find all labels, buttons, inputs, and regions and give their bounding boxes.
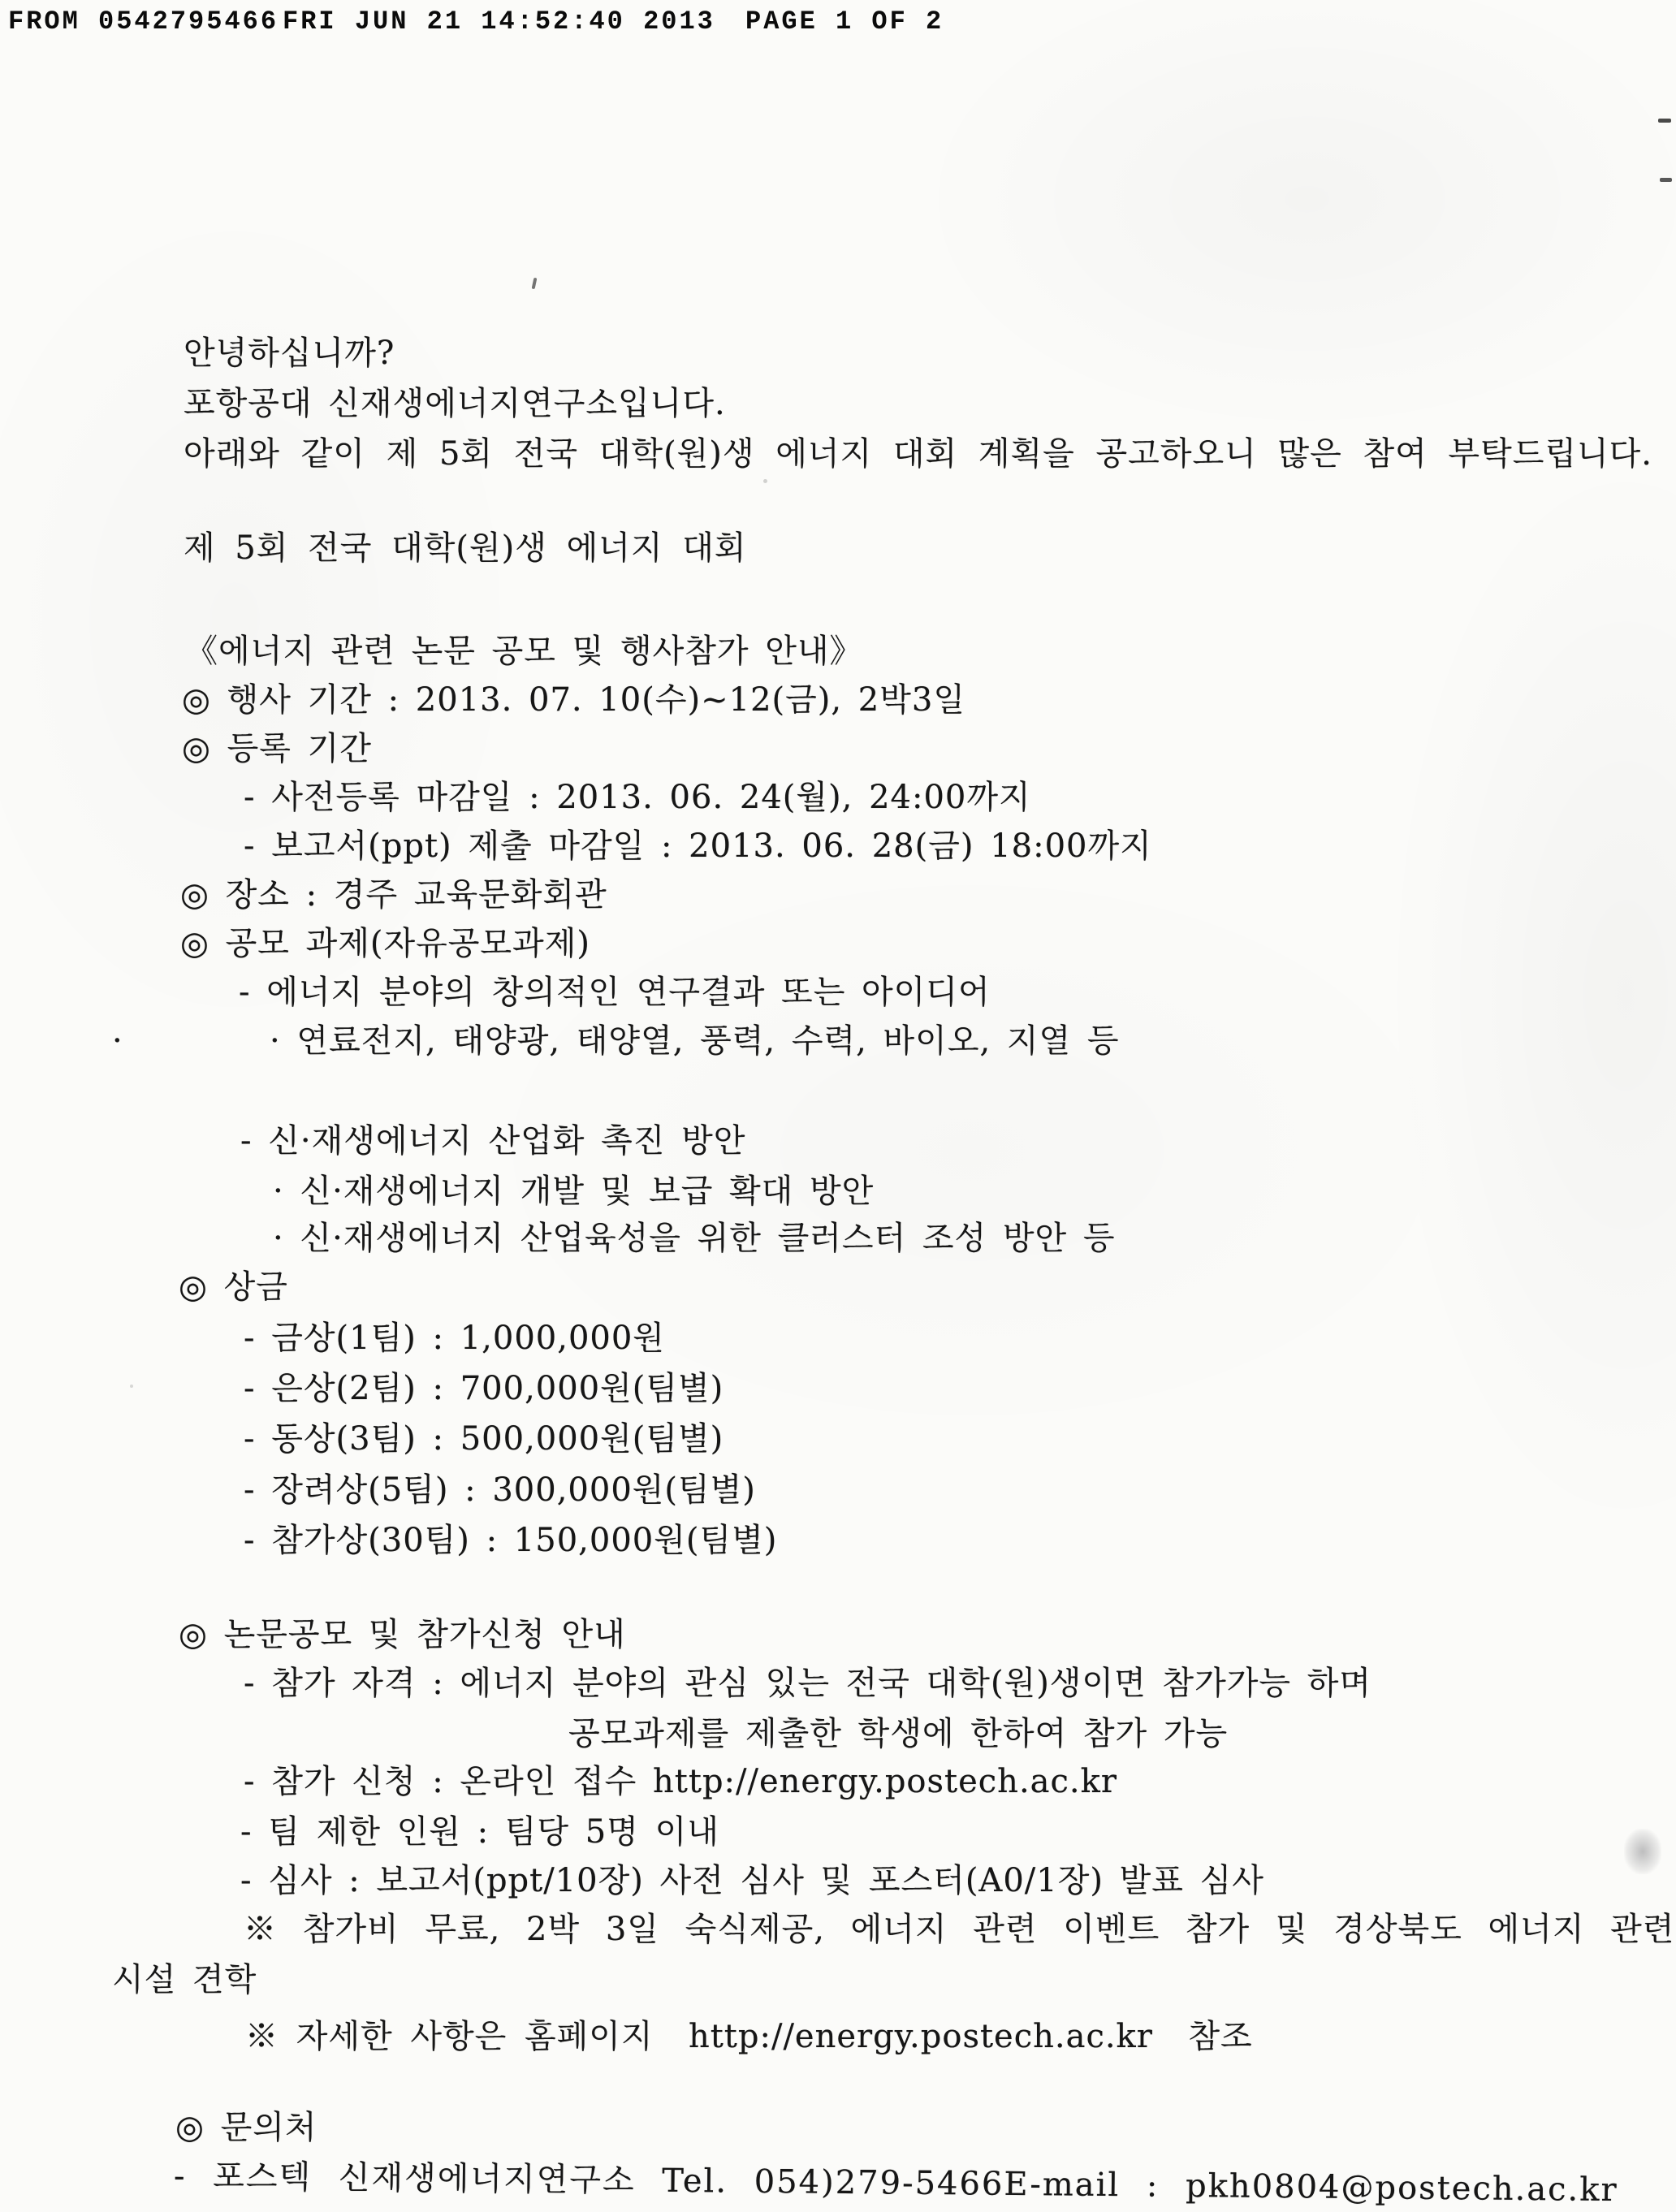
item-topic-development-supply: · 신·재생에너지 개발 및 보급 확대 방안: [273, 1173, 875, 1210]
item-prize-gold: - 금상(1팀) : 1,000,000원: [244, 1320, 665, 1357]
fax-from-number: FROM 0542795466: [8, 6, 279, 37]
item-eligibility: - 참가 자격 : 에너지 분야의 관심 있는 전국 대학(원)생이면 참가가능 하며: [244, 1665, 1371, 1702]
line-application-guide: ◎ 논문공모 및 참가신청 안내: [179, 1616, 626, 1653]
note-homepage-reference: ※ 자세한 사항은 홈페이지 http://energy.postech.ac.kr 참조: [245, 2018, 1253, 2055]
event-title: 제 5회 전국 대학(원)생 에너지 대회: [184, 529, 747, 567]
line-venue: ◎ 장소 : 경주 교육문화회관: [180, 876, 607, 914]
item-topic-research-idea: - 에너지 분야의 창의적인 연구결과 또는 아이디어: [239, 974, 991, 1011]
item-judging: - 심사 : 보고서(ppt/10장) 사전 심사 및 포스터(A0/1장) 발표 심사: [240, 1862, 1264, 1899]
item-team-limit: - 팀 제한 인원 : 팀당 5명 이내: [240, 1813, 719, 1851]
scan-artifact-mark: [532, 278, 538, 290]
item-topic-cluster: · 신·재생에너지 산업육성을 위한 클러스터 조성 방안 등: [273, 1220, 1116, 1257]
item-topic-energy-types: · 연료전지, 태양광, 태양열, 풍력, 수력, 바이오, 지열 등: [270, 1022, 1120, 1060]
item-prize-encouragement: - 장려상(5팀) : 300,000원(팀별): [244, 1471, 756, 1509]
line-contest-topics: ◎ 공모 과제(자유공모과제): [180, 925, 590, 962]
scan-artifact-tick: [1658, 119, 1671, 123]
note-free-participation: ※ 참가비 무료, 2박 3일 숙식제공, 에너지 관련 이벤트 참가 및 경상북도 에너지 관련: [244, 1911, 1675, 1948]
line-contact-info: - 포스텍 신재생에너지연구소 Tel. 054)279-5466E-mail : pkh0804@postech.ac.kr: [173, 2158, 1618, 2210]
item-application-method: - 참가 신청 : 온라인 접수 http://energy.postech.ac.kr: [244, 1763, 1117, 1800]
item-eligibility-continued: 공모과제를 제출한 학생에 한하여 참가 가능: [568, 1715, 1229, 1752]
stray-dot-artifact: ·: [112, 1022, 123, 1060]
line-contact-header: ◎ 문의처: [175, 2109, 317, 2146]
greeting-line-2: 포항공대 신재생에너지연구소입니다.: [184, 385, 726, 422]
greeting-line-3: 아래와 같이 제 5회 전국 대학(원)생 에너지 대회 계획을 공고하오니 많은 참여 부탁드립니다.: [184, 435, 1652, 473]
fax-page-count: PAGE 1 OF 2: [745, 6, 944, 37]
item-prize-silver: - 은상(2팀) : 700,000원(팀별): [244, 1370, 724, 1407]
note-free-participation-continued: 시설 견학: [112, 1961, 257, 1998]
line-prizes-header: ◎ 상금: [179, 1268, 288, 1306]
line-registration-period: ◎ 등록 기간: [182, 730, 372, 767]
item-prize-bronze: - 동상(3팀) : 500,000원(팀별): [244, 1420, 724, 1458]
line-event-period: ◎ 행사 기간 : 2013. 07. 10(수)~12(금), 2박3일: [182, 681, 965, 719]
fax-datetime: FRI JUN 21 14:52:40 2013: [283, 6, 715, 37]
scan-artifact-smudge: [1624, 1829, 1661, 1874]
scan-artifact-speck: [763, 479, 767, 483]
scan-artifact-speck: [130, 1385, 133, 1388]
item-topic-industrialization: - 신·재생에너지 산업화 촉진 방안: [240, 1122, 746, 1160]
item-preregistration-deadline: - 사전등록 마감일 : 2013. 06. 24(월), 24:00까지: [244, 779, 1031, 816]
item-report-deadline: - 보고서(ppt) 제출 마감일 : 2013. 06. 28(금) 18:00까지: [244, 827, 1152, 865]
notice-heading: 《에너지 관련 논문 공모 및 행사참가 안내》: [185, 633, 863, 670]
item-prize-participation: - 참가상(30팀) : 150,000원(팀별): [244, 1522, 778, 1559]
greeting-line-1: 안녕하십니까?: [184, 335, 395, 372]
scan-artifact-tick: [1660, 178, 1672, 182]
